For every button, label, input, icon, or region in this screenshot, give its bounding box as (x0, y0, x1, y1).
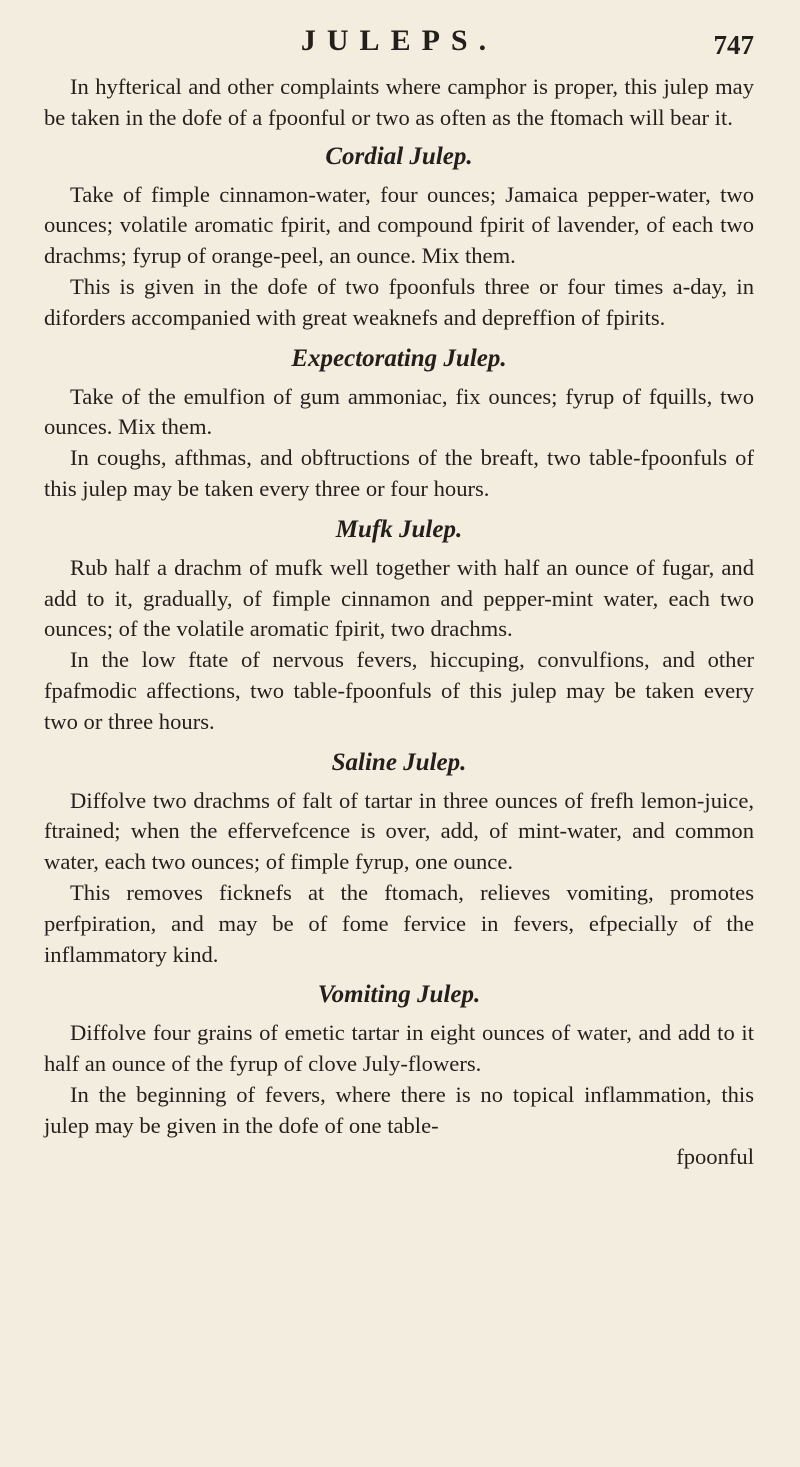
intro-paragraph: In hyfterical and other complaints where camphor is proper, this julep may be taken in the dofe of a fpoonful or two as often as the ftomach will bear it. (44, 74, 754, 130)
vomiting-julep-usage: In the beginning of fevers, where there is no topical inflammation, this julep may be given in the dofe of one table- (44, 1081, 754, 1138)
running-title: JULEPS. (300, 24, 498, 57)
vomiting-julep-recipe: Diffolve four grains of emetic tartar in eight ounces of water, and add to it half an ounce of the fyrup of clove July-flowers. (44, 1020, 754, 1077)
musk-julep-heading: Mufk Julep. (335, 515, 463, 543)
saline-julep-recipe: Diffolve two drachms of falt of tartar in three ounces of frefh lemon-juice, ftrained; when the effervefcence is over, add, of mint-water, and common water, each two ounces; of fimple fyrup, one ounce. (44, 787, 754, 875)
running-head (44, 14, 754, 72)
vomiting-julep-heading: Vomiting Julep. (317, 981, 481, 1009)
expectorating-julep-recipe: Take of the emulfion of gum ammoniac, fix ounces; fyrup of fquills, two ounces. Mix them. (44, 383, 754, 440)
cordial-julep-recipe: Take of fimple cinnamon-water, four ounces; Jamaica pepper-water, two ounces; volatile aromatic fpirit, and compound fpirit of lavender, of each two drachms; fyrup of orange-peel, an ounce. Mix them. (44, 181, 754, 269)
saline-julep-heading: Saline Julep. (331, 748, 467, 776)
expectorating-julep-usage: In coughs, afthmas, and obftructions of the breaft, two table-fpoonfuls of this julep may be taken every three or four hours. (44, 445, 754, 501)
catchword: fpoonful (676, 1143, 754, 1169)
cordial-julep-heading: Cordial Julep. (325, 142, 473, 170)
page-number: 747 (713, 30, 754, 60)
cordial-julep-usage: This is given in the dofe of two fpoonfuls three or four times a-day, in diforders accompanied with great weaknefs and depreffion of fpirits. (44, 273, 754, 330)
saline-julep-usage: This removes ficknefs at the ftomach, relieves vomiting, promotes perfpiration, and may be of fome fervice in fevers, efpecially of the inflammatory kind. (44, 879, 754, 967)
musk-julep-recipe: Rub half a drachm of mufk well together with half an ounce of fugar, and add to it, gradually, of fimple cinnamon and pepper-mint water, each two ounces; of the volatile aromatic fpirit, two drachms. (44, 554, 754, 642)
expectorating-julep-heading: Expectorating Julep. (291, 344, 507, 372)
musk-julep-usage: In the low ftate of nervous fevers, hiccuping, convulfions, and other fpafmodic affections, two table-fpoonfuls of this julep may be taken every two or three hours. (44, 647, 754, 734)
